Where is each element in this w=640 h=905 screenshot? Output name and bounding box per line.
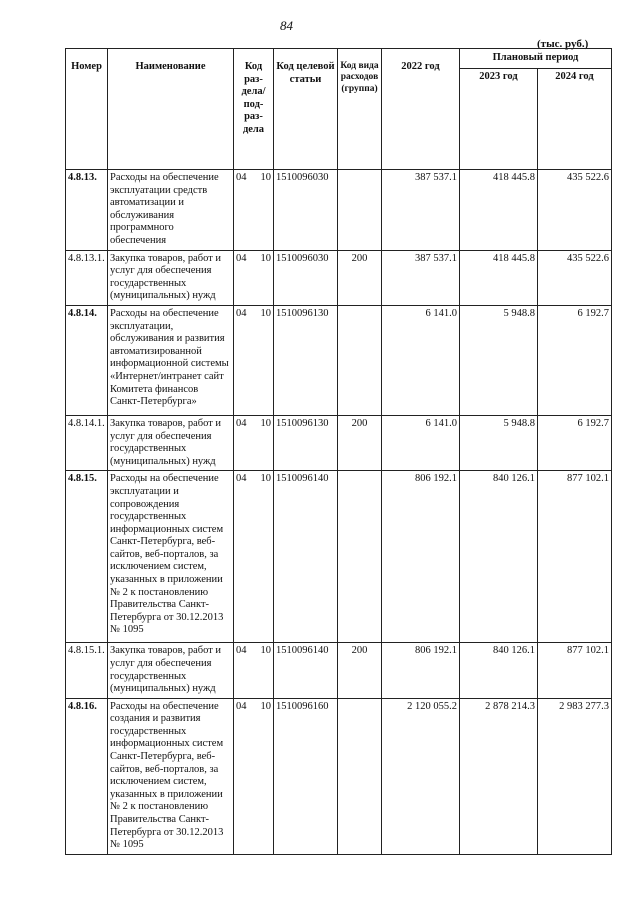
row-vr: 200 bbox=[338, 415, 382, 470]
row-razdel-code: 04 bbox=[236, 700, 247, 712]
table-row bbox=[66, 305, 612, 415]
row-cs: 1510096160 bbox=[274, 698, 338, 854]
page-number: 84 bbox=[280, 18, 293, 33]
row-razdel-code: 04 bbox=[236, 473, 247, 485]
header-cs: Код целевой статьи bbox=[274, 49, 338, 170]
row-razdel-code: 04 bbox=[236, 252, 247, 264]
row-cs: 1510096130 bbox=[274, 305, 338, 415]
row-podrazdel-code: 10 bbox=[260, 252, 271, 264]
row-podrazdel-code: 10 bbox=[260, 700, 271, 712]
row-podrazdel-code: 10 bbox=[260, 172, 271, 183]
row-2024: 2 983 277.3 bbox=[538, 698, 612, 854]
header-2024: 2024 год bbox=[538, 69, 612, 170]
table-row bbox=[66, 698, 612, 854]
row-name: Расходы на обеспечение эксплуатации и сопровождения государственных информационных систем Санкт-Петербурга, веб-сайтов, веб-порталов, за исключением систем, указанных в приложении № 2 к постановлению Правительства Санкт-Петербурга от 30.12.2013 № 1095 bbox=[108, 471, 234, 643]
row-number: 4.8.15. bbox=[66, 471, 108, 643]
row-number: 4.8.15.1. bbox=[66, 643, 108, 698]
row-2022: 806 192.1 bbox=[382, 643, 460, 698]
row-2022: 2 120 055.2 bbox=[382, 698, 460, 854]
header-razdel: Код раз-дела/ под-раз-дела bbox=[234, 49, 274, 170]
row-cs: 1510096030 bbox=[274, 250, 338, 305]
row-cs: 1510096030 bbox=[274, 170, 338, 251]
row-2022: 387 537.1 bbox=[382, 250, 460, 305]
row-cs: 1510096130 bbox=[274, 415, 338, 470]
row-razdel-code: 04 bbox=[236, 172, 247, 183]
row-razdel-code: 04 bbox=[236, 645, 247, 657]
row-razdel bbox=[234, 250, 274, 305]
header-nomer: Номер bbox=[66, 49, 108, 170]
row-razdel bbox=[234, 643, 274, 698]
budget-table bbox=[65, 48, 612, 855]
row-2024: 877 102.1 bbox=[538, 471, 612, 643]
table-row bbox=[66, 250, 612, 305]
header-2022: 2022 год bbox=[382, 49, 460, 170]
row-razdel-code: 04 bbox=[236, 417, 247, 429]
row-number: 4.8.13. bbox=[66, 170, 108, 251]
row-2024: 435 522.6 bbox=[538, 170, 612, 251]
row-razdel bbox=[234, 305, 274, 415]
row-razdel bbox=[234, 471, 274, 643]
row-2024: 6 192.7 bbox=[538, 305, 612, 415]
row-vr bbox=[338, 471, 382, 643]
row-vr bbox=[338, 698, 382, 854]
row-2023: 5 948.8 bbox=[460, 415, 538, 470]
row-2023: 418 445.8 bbox=[460, 170, 538, 251]
table-row bbox=[66, 471, 612, 643]
row-razdel bbox=[234, 415, 274, 470]
table-row bbox=[66, 170, 612, 251]
row-number: 4.8.14.1. bbox=[66, 415, 108, 470]
row-name: Расходы на обеспечение создания и развития государственных информационных систем Санкт-Петербурга, веб-сайтов, веб-порталов, за исключением систем, указанных в приложении № 2 к постановлению Правительства Санкт-Петербурга от 30.12.2013 № 1095 bbox=[108, 698, 234, 854]
table-row bbox=[66, 643, 612, 698]
row-vr bbox=[338, 305, 382, 415]
row-razdel bbox=[234, 170, 274, 251]
row-razdel bbox=[234, 698, 274, 854]
row-name: Закупка товаров, работ и услуг для обеспечения государственных (муниципальных) нужд bbox=[108, 643, 234, 698]
table-row bbox=[66, 415, 612, 470]
row-name: Закупка товаров, работ и услуг для обеспечения государственных (муниципальных) нужд bbox=[108, 250, 234, 305]
units-label: (тыс. руб.) bbox=[537, 38, 589, 50]
row-2022: 806 192.1 bbox=[382, 471, 460, 643]
row-2022: 6 141.0 bbox=[382, 305, 460, 415]
row-vr: 200 bbox=[338, 250, 382, 305]
row-podrazdel-code: 10 bbox=[260, 417, 271, 429]
row-name: Закупка товаров, работ и услуг для обеспечения государственных (муниципальных) нужд bbox=[108, 415, 234, 470]
row-podrazdel-code: 10 bbox=[260, 473, 271, 485]
row-cs: 1510096140 bbox=[274, 643, 338, 698]
row-number: 4.8.16. bbox=[66, 698, 108, 854]
row-2024: 877 102.1 bbox=[538, 643, 612, 698]
row-cs: 1510096140 bbox=[274, 471, 338, 643]
row-vr bbox=[338, 170, 382, 251]
row-2023: 418 445.8 bbox=[460, 250, 538, 305]
row-name: Расходы на обеспечение эксплуатации средств автоматизации и обслуживания программного обеспечения bbox=[108, 170, 234, 251]
row-2023: 840 126.1 bbox=[460, 471, 538, 643]
row-number: 4.8.13.1. bbox=[66, 250, 108, 305]
row-2023: 840 126.1 bbox=[460, 643, 538, 698]
row-name: Расходы на обеспечение эксплуатации, обслуживания и развития автоматизированной информационной системы «Интернет/интранет сайт Комитета финансов Санкт-Петербурга» bbox=[108, 305, 234, 415]
row-number: 4.8.14. bbox=[66, 305, 108, 415]
row-2024: 435 522.6 bbox=[538, 250, 612, 305]
row-2022: 6 141.0 bbox=[382, 415, 460, 470]
header-2023: 2023 год bbox=[460, 69, 538, 170]
header-plan: Плановый период bbox=[460, 49, 612, 69]
row-razdel-code: 04 bbox=[236, 307, 247, 319]
row-podrazdel-code: 10 bbox=[260, 307, 271, 319]
row-2023: 2 878 214.3 bbox=[460, 698, 538, 854]
row-vr: 200 bbox=[338, 643, 382, 698]
row-2022: 387 537.1 bbox=[382, 170, 460, 251]
header-name: Наименование bbox=[108, 49, 234, 170]
row-2024: 6 192.7 bbox=[538, 415, 612, 470]
header-vr: Код вида расходов (группа) bbox=[338, 49, 382, 170]
row-2023: 5 948.8 bbox=[460, 305, 538, 415]
row-podrazdel-code: 10 bbox=[260, 645, 271, 657]
